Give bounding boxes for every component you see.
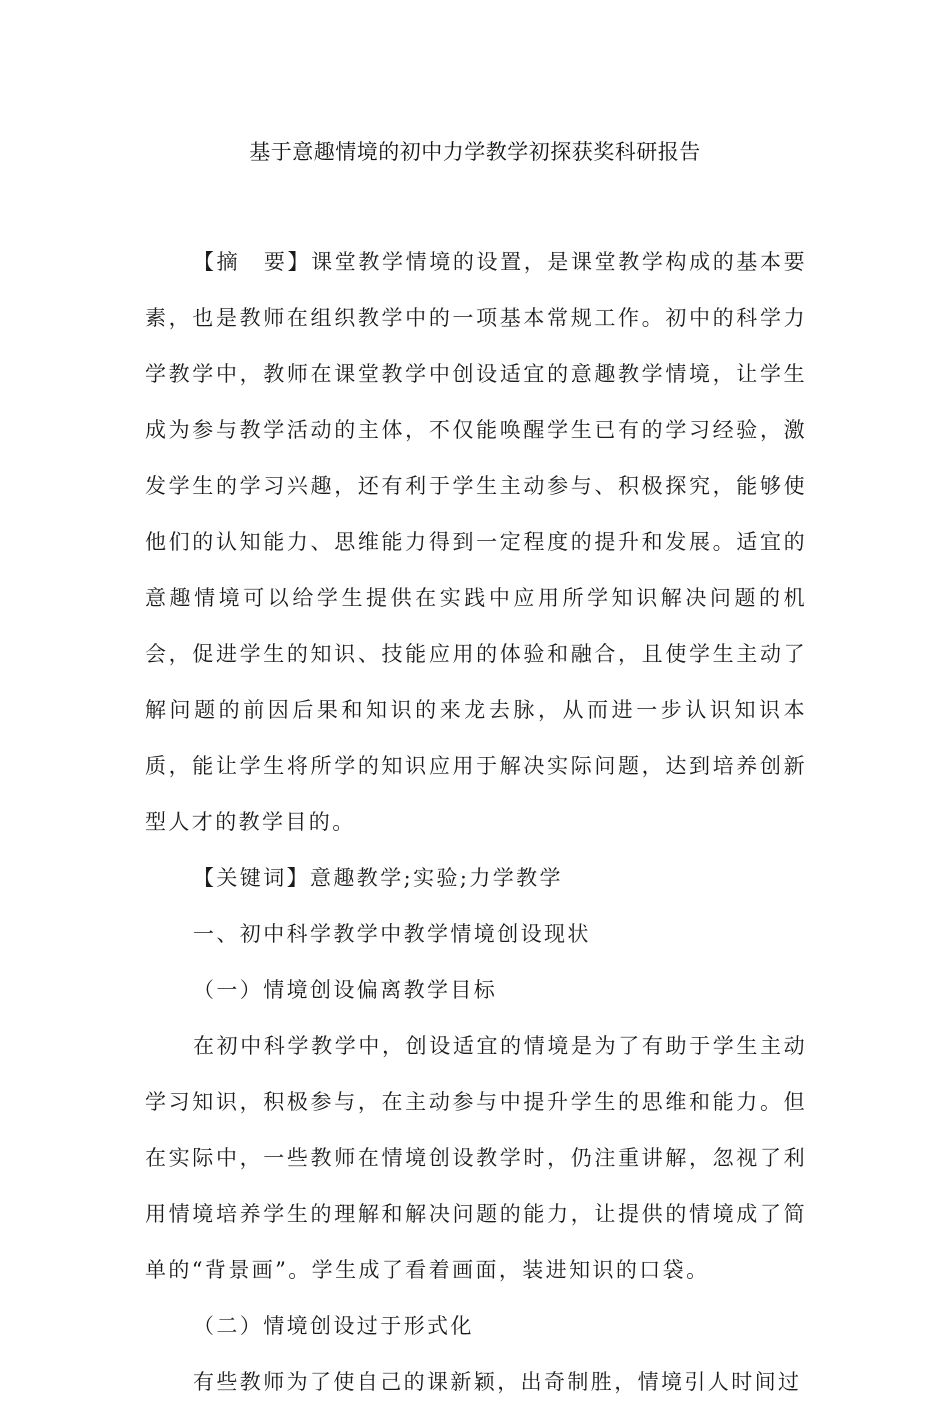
section-heading-1: 一、初中科学教学中教学情境创设现状 — [193, 922, 591, 946]
document-title: 基于意趣情境的初中力学教学初探获奖科研报告 — [249, 140, 701, 164]
document-body — [145, 234, 807, 1410]
abstract-text: 课堂教学情境的设置，是课堂教学构成的基本要素，也是教师在组织教学中的一项基本常规工作。初中的科学力学教学中，教师在课堂教学中创设适宜的意趣教学情境，让学生成为参与教学活动的主体，不仅能唤醒学生已有的学习经验，激发学生的学习兴趣，还有利于学生主动参与、积极探究，能够使他们的认知能力、思维能力得到一定程度的提升和发展。适宜的意趣情境可以给学生提供在实践中应用所学知识解决问题的机会，促进学生的知识、技能应用的体验和融合，且使学生主动了解问题的前因后果和知识的来龙去脉，从而进一步认识知识本质，能让学生将所学的知识应用于解决实际问题，达到培养创新型人才的教学目的。 — [145, 250, 807, 834]
keywords-text: 意趣教学;实验;力学教学 — [310, 866, 563, 890]
keywords-paragraph — [145, 850, 807, 906]
abstract-label: 【摘 要】 — [193, 250, 312, 274]
subsection-paragraph-1: 在初中科学教学中，创设适宜的情境是为了有助于学生主动学习知识，积极参与，在主动参与中提升学生的思维和能力。但在实际中，一些教师在情境创设教学时，仍注重讲解，忽视了利用情境培养学生的理解和解决问题的能力，让提供的情境成了简单的“背景画”。学生成了看着画面，装进知识的口袋。 — [145, 1034, 807, 1282]
subsection-heading-1: （一）情境创设偏离教学目标 — [193, 978, 498, 1002]
abstract-paragraph — [145, 234, 807, 850]
subsection-heading-2: （二）情境创设过于形式化 — [193, 1314, 474, 1338]
subsection-paragraph-2: 有些教师为了使自己的课新颖，出奇制胜，情境引人时间过 — [193, 1370, 802, 1394]
keywords-label: 【关键词】 — [193, 866, 310, 890]
